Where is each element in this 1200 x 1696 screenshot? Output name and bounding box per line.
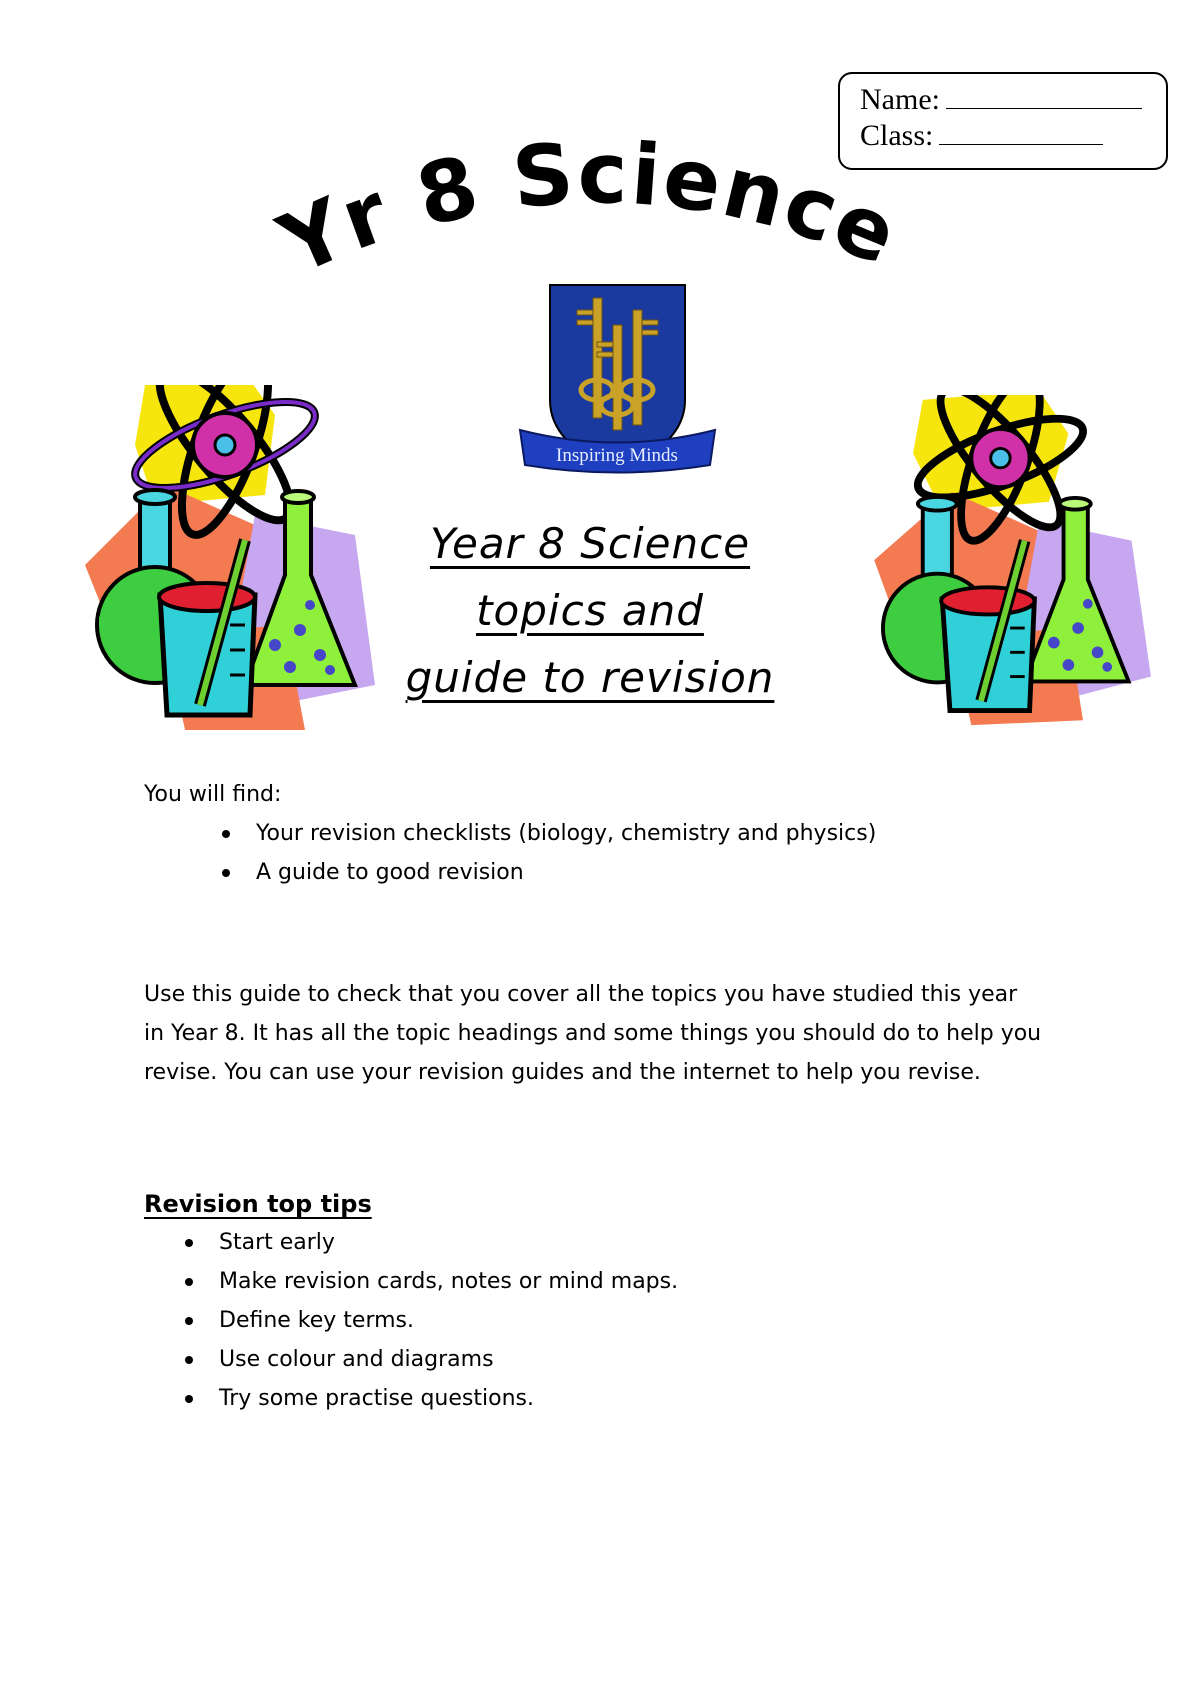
heading-line-3: guide to revision [405, 653, 775, 702]
main-heading [380, 510, 800, 711]
crest-motto: Inspiring Minds [556, 445, 678, 466]
list-item-text: Define key terms. [219, 1308, 415, 1333]
class-blank[interactable] [939, 118, 1103, 145]
list-item [256, 853, 876, 892]
bullet-icon [185, 1356, 193, 1364]
bullet-icon [185, 1239, 193, 1247]
find-list [256, 814, 876, 892]
intro-label: You will find: [144, 782, 282, 807]
list-item [219, 1223, 678, 1262]
list-item-text: Make revision cards, notes or mind maps. [219, 1269, 679, 1294]
science-clipart-icon [85, 385, 375, 730]
bullet-icon [222, 830, 230, 838]
arched-title [230, 130, 950, 300]
list-item [219, 1340, 678, 1379]
heading-line-1: Year 8 Science [429, 519, 751, 568]
class-label: Class: [860, 119, 934, 152]
list-item-text: Try some practise questions. [219, 1386, 534, 1411]
list-item-text: Your revision checklists (biology, chemistry and physics) [256, 821, 877, 846]
name-blank[interactable] [946, 82, 1142, 109]
bullet-icon [222, 869, 230, 877]
arched-title-text: Yr 8 Science [265, 130, 913, 294]
list-item [219, 1262, 678, 1301]
heading-line-2: topics and [476, 586, 704, 635]
school-crest-icon [515, 280, 720, 480]
tips-heading: Revision top tips [144, 1190, 372, 1218]
list-item [219, 1301, 678, 1340]
list-item-text: Use colour and diagrams [219, 1347, 494, 1372]
guide-paragraph: Use this guide to check that you cover all the topics you have studied this year in Year 8. It has all the topic headings and some things you should do to help you revise. You can use your revision guides and the internet to help you revise. [144, 982, 1042, 1085]
bullet-icon [185, 1317, 193, 1325]
bullet-icon [185, 1278, 193, 1286]
name-field-row [860, 82, 1166, 118]
svg-text:Yr 8 Science [265, 130, 912, 294]
list-item-text: Start early [219, 1230, 335, 1255]
list-item [219, 1379, 678, 1418]
list-item-text: A guide to good revision [256, 860, 524, 885]
bullet-icon [185, 1395, 193, 1403]
tips-list [219, 1223, 678, 1418]
list-item [256, 814, 876, 853]
name-label: Name: [860, 83, 940, 116]
science-clipart-icon-right [870, 395, 1160, 730]
